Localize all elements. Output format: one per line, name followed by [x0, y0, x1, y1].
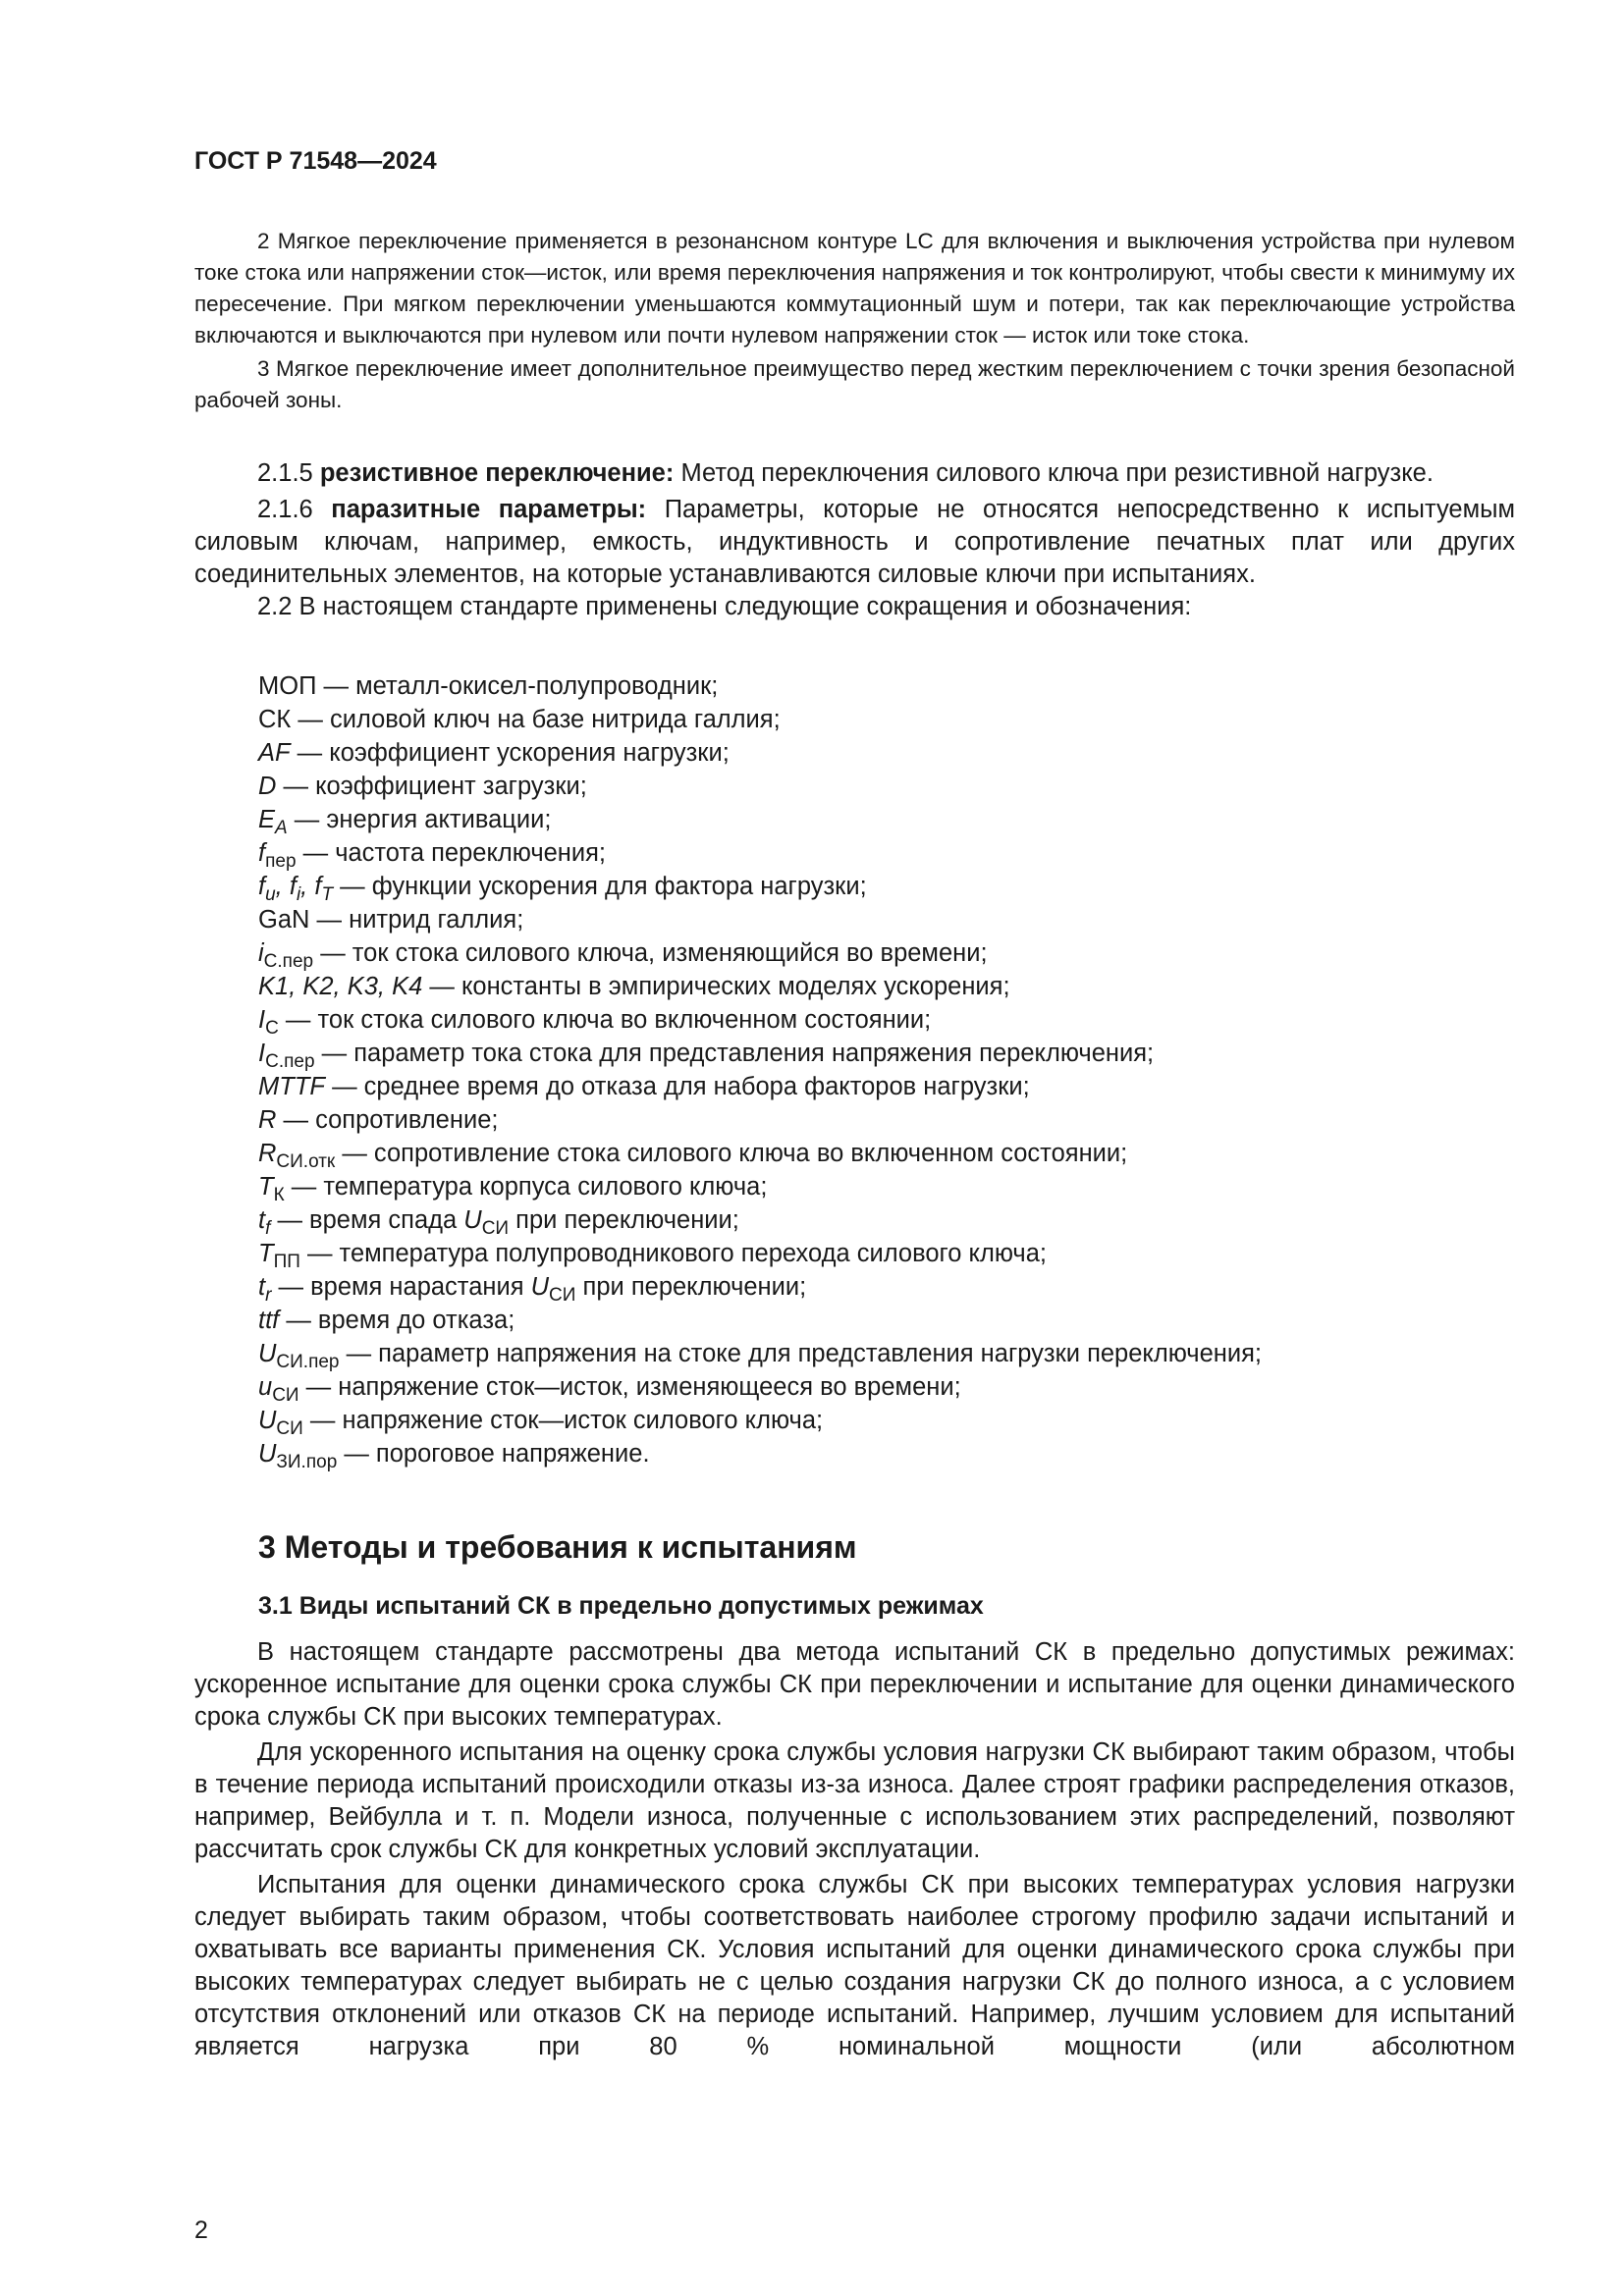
section-3-1-body: [194, 1636, 1515, 2066]
term-name: паразитные параметры:: [331, 496, 647, 523]
abbreviation-item: R — сопротивление;: [258, 1106, 499, 1134]
term-number: 2.1.6: [257, 496, 313, 523]
document-header: ГОСТ Р 71548—2024: [194, 147, 437, 175]
abbreviation-item: СК — силовой ключ на базе нитрида галлия;: [258, 706, 781, 733]
abbreviation-item: $U_{СИ.пер}$ — параметр напряжения на стоке для представления нагрузки переключения;: [258, 1340, 1262, 1372]
paragraph: В настоящем стандарте рассмотрены два метода испытаний СК в предельно допустимых режимах: ускоренное испытание для оценки срока службы СК при переключении и испытание для оценки динамического срока службы СК при высоких температурах.: [194, 1638, 1515, 1731]
abbreviation-item: $t_f$ — время спада $U_{СИ}$ при переключении;: [258, 1206, 739, 1239]
abbreviation-item: $U_{СИ}$ — напряжение сток—исток силового ключа;: [258, 1407, 824, 1439]
abbreviation-item: $T_К$ — температура корпуса силового ключа;: [258, 1173, 768, 1205]
abbreviation-item: $t_r$ — время нарастания $U_{СИ}$ при переключении;: [258, 1273, 807, 1306]
paragraph: Для ускоренного испытания на оценку срока службы условия нагрузки СК выбирают таким образом, чтобы в течение периода испытаний происходили отказы из-за износа. Далее строят графики распределения отказов, например, Вейбулла и т. п. Модели износа, полученные с использованием этих распределений, позволяют рассчитать срок службы СК для конкретных условий эксплуатации.: [194, 1738, 1515, 1863]
abbreviation-item: $I_С$ — ток стока силового ключа во включенном состоянии;: [258, 1006, 932, 1039]
terms-block: [194, 457, 1515, 623]
abbreviation-item: K1, K2, K3, K4 — константы в эмпирических моделях ускорения;: [258, 973, 1010, 1000]
abbreviation-item: ttf — время до отказа;: [258, 1307, 515, 1334]
abbreviation-item: $i_{С.пер}$ — ток стока силового ключа, изменяющийся во времени;: [258, 939, 988, 972]
abbreviation-item: AF — коэффициент ускорения нагрузки;: [258, 739, 730, 767]
term-2-1-5: [194, 457, 1515, 490]
abbreviation-item: $R_{СИ.отк}$ — сопротивление стока силового ключа во включенном состоянии;: [258, 1140, 1128, 1172]
page-number: 2: [194, 2216, 208, 2244]
note-2: 2 Мягкое переключение применяется в резонансном контуре LC для включения и выключения устройства при нулевом токе стока или напряжении сток—исток, или время переключения напряжения и ток контролируют, чтобы свести к минимуму их пересечение. При мягком переключении уменьшаются коммутационный шум и потери, так как переключающие устройства включаются и выключаются при нулевом или почти нулевом напряжении сток — исток или токе стока.: [194, 229, 1515, 347]
abbreviation-item: $u_{СИ}$ — напряжение сток—исток, изменяющееся во времени;: [258, 1373, 961, 1406]
note-3: 3 Мягкое переключение имеет дополнительное преимущество перед жестким переключением с точки зрения безопасной рабочей зоны.: [194, 356, 1515, 412]
section-3-heading: 3 Методы и требования к испытаниям: [258, 1529, 857, 1565]
term-name: резистивное переключение:: [319, 459, 675, 487]
term-2-1-6: [194, 494, 1515, 591]
abbreviation-item: $f_{пер}$ — частота переключения;: [258, 839, 607, 872]
abbreviation-item: MTTF — среднее время до отказа для набора факторов нагрузки;: [258, 1073, 1030, 1100]
abbreviations-list: [258, 669, 1262, 1470]
abbreviation-item: $U_{ЗИ.пор}$ — пороговое напряжение.: [258, 1440, 650, 1472]
term-number: 2.1.5: [257, 459, 313, 487]
abbreviation-item: МОП — металл-окисел-полупроводник;: [258, 672, 719, 700]
notes-block: [194, 226, 1515, 416]
section-3-1-heading: 3.1 Виды испытаний СК в предельно допустимых режимах: [258, 1592, 984, 1620]
term-definition: Метод переключения силового ключа при резистивной нагрузке.: [680, 459, 1434, 487]
abbreviation-item: $f_u$, $f_i$, $f_T$ — функции ускорения для фактора нагрузки;: [258, 873, 867, 905]
abbreviations-intro: 2.2 В настоящем стандарте применены следующие сокращения и обозначения:: [257, 593, 1192, 620]
abbreviation-item: $I_{С.пер}$ — параметр тока стока для представления напряжения переключения;: [258, 1040, 1155, 1072]
term-definition: Параметры, которые не относятся непосредственно к испытуемым силовым ключам, например, емкость, индуктивность и сопротивление печатных плат или других соединительных элементов, на которые устанавливаются силовые ключи при испытаниях.: [194, 496, 1515, 588]
paragraph: Испытания для оценки динамического срока службы СК при высоких температурах условия нагрузки следует выбирать таким образом, чтобы соответствовать наиболее строгому профилю задачи испытаний и охватывать все варианты применения СК. Условия испытаний для оценки динамического срока службы при высоких температурах следует выбирать не с целью создания нагрузки СК до полного износа, а с условием отсутствия отклонений или отказов СК на периоде испытаний. Например, лучшим условием для испытаний является нагрузка при 80 % номинальной мощности (или абсолютном: [194, 1871, 1515, 2060]
abbreviation-item: GaN — нитрид галлия;: [258, 906, 524, 934]
abbreviation-item: D — коэффициент загрузки;: [258, 773, 587, 800]
abbreviation-item: $E_A$ — энергия активации;: [258, 806, 552, 838]
abbreviation-item: $T_{ПП}$ — температура полупроводникового перехода силового ключа;: [258, 1240, 1047, 1272]
